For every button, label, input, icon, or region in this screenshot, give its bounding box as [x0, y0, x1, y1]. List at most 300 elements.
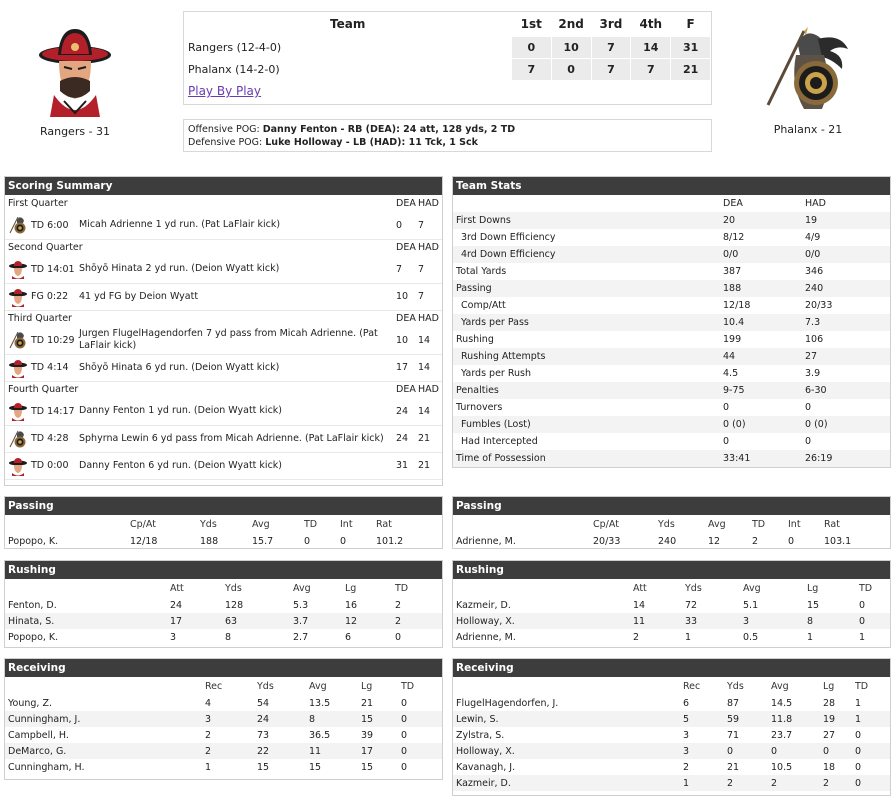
stat-cell: 19 [823, 711, 855, 727]
stat-column-header: Avg [309, 680, 327, 692]
play-score-home: 10 [396, 283, 418, 310]
team-stats-title: Team Stats [453, 177, 890, 195]
team-stat-home: 10.4 [723, 314, 805, 331]
stat-cell: 11.8 [771, 711, 823, 727]
team-stat-away: 4/9 [805, 232, 821, 243]
team-stat-home: 8/12 [723, 232, 745, 243]
scoring-summary-panel [4, 176, 443, 486]
scoreboard-cell: 31 [671, 36, 711, 58]
player-stat-row [453, 775, 890, 791]
scoring-summary-title: Scoring Summary [5, 177, 442, 195]
home-team-score-label: Rangers - 31 [39, 125, 111, 138]
team-stat-home: 9-75 [723, 382, 805, 399]
stat-cell: 0 [771, 743, 823, 759]
stat-column-header: Cp/At [130, 518, 156, 530]
team-stat-label: Penalties [453, 382, 723, 399]
scoreboard-cell: 0 [551, 58, 591, 80]
stat-column-header: Avg [252, 518, 270, 530]
stat-cell: 59 [727, 711, 771, 727]
team-stat-row [453, 450, 890, 467]
play-time: 6:00 [47, 219, 69, 231]
player-stat-row [5, 597, 442, 613]
stat-header-row [5, 677, 442, 695]
play-by-play-link[interactable]: Play By Play [188, 84, 262, 99]
stat-cell: 0 [401, 697, 408, 709]
team-stat-label: 4rd Down Efficiency [453, 246, 723, 263]
team-stat-label: Yards per Pass [453, 314, 723, 331]
team-stat-away: 19 [805, 212, 890, 229]
scoring-play-row [5, 212, 442, 239]
team-stat-home: 0 (0) [723, 416, 805, 433]
team-stat-row [453, 314, 890, 331]
rangers-logo-icon [8, 287, 28, 307]
scoring-summary-table [5, 195, 442, 480]
stat-cell: 2 [395, 613, 442, 629]
stat-cell: 0.5 [743, 631, 759, 643]
receiving-home-table [5, 677, 442, 775]
stat-column-header: TD [752, 518, 766, 530]
team-stat-row [453, 382, 890, 399]
stat-column-header: Lg [345, 582, 357, 594]
stat-cell: 16 [345, 599, 358, 611]
period-header-4th: 4th [639, 16, 663, 31]
team-stat-home: 199 [723, 334, 742, 345]
period-header-final: F [686, 16, 695, 31]
stat-cell: 101.2 [376, 535, 404, 547]
player-name: Holloway, X. [453, 743, 683, 759]
team-stat-away: 7.3 [805, 314, 890, 331]
quarter-header-row [5, 195, 442, 212]
cowboy-logo-icon [38, 25, 112, 119]
play-description: Danny Fenton 1 yd run. (Deion Wyatt kick) [79, 398, 396, 425]
play-type: TD [31, 460, 45, 471]
stat-cell: 39 [361, 729, 374, 741]
stat-cell: 4 [205, 697, 212, 709]
team-stat-label: Time of Possession [453, 450, 723, 467]
stat-cell: 10.5 [771, 761, 793, 773]
stat-cell: 36.5 [309, 729, 331, 741]
team-stat-label: Had Intercepted [461, 436, 538, 447]
stat-cell: 72 [685, 599, 698, 611]
scoring-play-row [5, 283, 442, 310]
play-type: TD [31, 433, 45, 444]
stat-cell: 3 [205, 711, 257, 727]
stat-cell: 0 [859, 599, 866, 611]
stat-cell: 2 [771, 775, 823, 791]
player-name: Adrienne, M. [456, 535, 516, 547]
stat-cell: 6 [345, 631, 352, 643]
stat-column-header [453, 579, 633, 597]
stat-cell: 11 [633, 613, 685, 629]
play-score-away: 21 [418, 452, 442, 479]
scoreboard-team-name: Rangers (12-4-0) [188, 40, 282, 54]
stat-cell: 28 [823, 697, 836, 709]
play-score-away: 14 [418, 398, 442, 425]
rangers-logo-icon [8, 259, 28, 279]
stat-cell: 24 [257, 711, 309, 727]
stat-cell: 0 [340, 535, 347, 547]
play-score-away: 7 [418, 283, 442, 310]
passing-away-panel [452, 496, 891, 549]
team-stat-home: 20 [723, 212, 805, 229]
scoreboard-team-name: Phalanx (14-2-0) [188, 62, 280, 76]
player-stat-row [453, 743, 890, 759]
team-stats-panel [452, 176, 891, 468]
player-name: Fenton, D. [8, 599, 57, 611]
play-description: Micah Adrienne 1 yd run. (Pat LaFlair kick) [79, 212, 396, 239]
stat-column-header: Yds [200, 518, 217, 530]
scoreboard-cell: 10 [551, 36, 591, 58]
stat-cell: 2 [205, 729, 212, 741]
play-time: 14:17 [47, 405, 75, 417]
play-score-away: 7 [418, 212, 442, 239]
team-stat-label: Total Yards [456, 266, 507, 277]
team-stat-row [453, 416, 890, 433]
team-stat-away: 346 [805, 266, 824, 277]
rangers-logo-icon [8, 358, 28, 378]
stat-column-header [5, 677, 205, 695]
play-time: 10:29 [47, 334, 75, 346]
phalanx-logo-icon [8, 215, 28, 235]
scoreboard-cell: 21 [671, 58, 711, 80]
passing-away-table [453, 515, 890, 549]
play-description: 41 yd FG by Deion Wyatt [79, 283, 396, 310]
passing-away-title: Passing [453, 497, 890, 515]
player-stat-row [453, 711, 890, 727]
team-stat-row [453, 399, 890, 416]
play-score-away: 7 [418, 256, 442, 283]
player-stat-row [5, 533, 442, 549]
stat-column-header: Int [788, 518, 801, 530]
stat-cell: 23.7 [771, 729, 793, 741]
passing-home-title: Passing [5, 497, 442, 515]
stat-cell: 12 [345, 613, 395, 629]
stat-column-header: Yds [727, 680, 744, 692]
stat-column-header [5, 579, 170, 597]
play-description: Danny Fenton 6 yd run. (Deion Wyatt kick) [79, 452, 396, 479]
player-stat-row [453, 629, 890, 645]
team-stat-row [453, 212, 890, 229]
scoreboard-cell: 7 [631, 58, 671, 80]
player-name: Kazmeir, D. [453, 775, 683, 791]
play-score-away: 14 [418, 354, 442, 381]
stat-column-header: Avg [743, 582, 761, 594]
player-stat-row [5, 613, 442, 629]
team-stat-row [453, 229, 890, 246]
stat-column-header: TD [395, 582, 409, 594]
stat-cell: 1 [855, 711, 890, 727]
stat-cell: 54 [257, 697, 270, 709]
play-type: TD [31, 219, 45, 231]
stat-cell: 15 [361, 711, 401, 727]
stat-cell: 2.7 [293, 631, 309, 643]
receiving-away-table [453, 677, 890, 791]
stat-cell: 0 [855, 743, 890, 759]
team-stat-away: 20/33 [805, 300, 833, 311]
receiving-home-title: Receiving [5, 659, 442, 677]
player-stat-row [453, 727, 890, 743]
stat-cell: 17 [170, 613, 225, 629]
stat-column-header: TD [304, 518, 318, 530]
stat-cell: 0 [855, 761, 862, 773]
play-description: Jurgen FlugelHagendorfen 7 yd pass from Micah Adrienne. (Pat LaFlair kick) [79, 327, 396, 354]
player-name: FlugelHagendorfen, J. [456, 697, 559, 709]
stat-cell: 0 [855, 729, 862, 741]
stat-column-header: Rat [824, 518, 840, 530]
play-type: TD [31, 405, 45, 417]
player-name: Hinata, S. [5, 613, 170, 629]
stat-cell: 103.1 [824, 535, 852, 547]
player-name: Kazmeir, D. [456, 599, 511, 611]
away-team-score-label: Phalanx - 21 [773, 123, 843, 136]
team-stat-row [453, 263, 890, 280]
stat-cell: 0 [859, 613, 890, 629]
player-name: Cunningham, J. [5, 711, 205, 727]
stat-column-header: Att [633, 582, 647, 594]
stat-column-header [5, 515, 130, 533]
team-stat-home: 4.5 [723, 368, 739, 379]
play-score-home: 24 [396, 398, 418, 425]
stat-column-header [453, 677, 683, 695]
team-stat-label: Yards per Rush [461, 368, 532, 379]
stat-cell: 0 [401, 743, 442, 759]
rushing-away-table [453, 579, 890, 645]
stat-cell: 22 [257, 743, 309, 759]
quarter-name: Third Quarter [5, 310, 396, 327]
scoring-col-home: DEA [396, 381, 418, 398]
players-of-game [183, 119, 712, 152]
scoring-col-away: HAD [418, 195, 442, 212]
team-stat-away: 3.9 [805, 368, 821, 379]
stat-cell: 2 [395, 599, 402, 611]
scoring-col-home: DEA [396, 310, 418, 327]
stat-cell: 8 [225, 631, 232, 643]
stat-cell: 2 [205, 743, 257, 759]
stat-cell: 8 [807, 613, 859, 629]
stat-cell: 21 [727, 761, 740, 773]
player-name: Holloway, X. [453, 613, 633, 629]
stat-cell: 15 [257, 761, 270, 773]
rushing-home-panel [4, 560, 443, 648]
team-stat-home: 0 [723, 436, 730, 447]
scoring-play-row [5, 256, 442, 283]
stat-cell: 1 [683, 775, 727, 791]
team-stats-col-home: DEA [723, 198, 743, 209]
scoring-col-away: HAD [418, 381, 442, 398]
player-name: Lewin, S. [453, 711, 683, 727]
stat-column-header: TD [401, 680, 415, 692]
receiving-away-panel [452, 658, 891, 796]
play-type: FG [31, 291, 44, 302]
stat-header-row [453, 677, 890, 695]
team-stats-col-away: HAD [805, 198, 826, 209]
stat-cell: 0 [855, 775, 890, 791]
player-name: Adrienne, M. [456, 631, 516, 643]
stat-cell: 18 [823, 761, 836, 773]
receiving-home-panel [4, 658, 443, 780]
stat-column-header: Yds [685, 582, 702, 594]
scoring-play-row [5, 398, 442, 425]
stat-column-header: Rat [376, 518, 392, 530]
team-stat-label: Turnovers [456, 402, 503, 413]
team-stat-home: 33:41 [723, 450, 805, 467]
stat-cell: 1 [859, 631, 866, 643]
scoreboard-cell: 14 [631, 36, 671, 58]
play-score-home: 0 [396, 212, 418, 239]
stat-cell: 3.7 [293, 613, 345, 629]
stat-column-header: Yds [658, 518, 675, 530]
player-stat-row [453, 695, 890, 711]
player-name: Zylstra, S. [456, 729, 505, 741]
player-name: Cunningham, H. [8, 761, 85, 773]
team-stat-away: 0 (0) [805, 416, 890, 433]
scoreboard-cell: 0 [511, 36, 551, 58]
stat-column-header: Int [340, 518, 353, 530]
offensive-pog: Offensive POG: Danny Fenton - RB (DEA): 24 att, 128 yds, 2 TD [188, 124, 516, 135]
scoring-col-away: HAD [418, 310, 442, 327]
stat-cell: 15 [361, 761, 374, 773]
rushing-away-panel [452, 560, 891, 648]
play-time: 0:22 [46, 291, 69, 302]
play-description: Sphyrna Lewin 6 yd pass from Micah Adrienne. (Pat LaFlair kick) [79, 425, 396, 452]
stat-cell: 21 [361, 697, 374, 709]
rushing-home-table [5, 579, 442, 645]
stat-cell: 0 [788, 535, 795, 547]
stat-cell: 3 [683, 729, 690, 741]
team-stat-label: Comp/Att [461, 300, 506, 311]
passing-home-panel [4, 496, 443, 549]
stat-column-header: Yds [257, 680, 274, 692]
play-type: TD [31, 334, 45, 346]
team-stat-row [453, 433, 890, 450]
rangers-logo-icon [8, 456, 28, 476]
play-description: Shōyō Hinata 2 yd run. (Deion Wyatt kick) [79, 256, 396, 283]
stat-column-header: TD [859, 582, 873, 594]
stat-cell: 3 [683, 743, 727, 759]
home-team-logo [30, 25, 120, 138]
team-stat-label: First Downs [453, 212, 723, 229]
team-stat-label: Passing [453, 280, 723, 297]
team-stat-row [453, 297, 890, 314]
team-stat-home: 0 [723, 402, 730, 413]
stat-column-header [453, 515, 593, 533]
team-stat-home: 12/18 [723, 300, 751, 311]
player-stat-row [5, 759, 442, 775]
team-header: Team [330, 17, 366, 31]
quarter-name: Second Quarter [5, 239, 396, 256]
receiving-away-title: Receiving [453, 659, 890, 677]
stat-cell: 0 [823, 743, 855, 759]
player-stat-row [453, 759, 890, 775]
stat-cell: 5.3 [293, 599, 309, 611]
stat-cell: 87 [727, 697, 740, 709]
scoreboard-row-away [184, 58, 711, 80]
stat-cell: 1 [855, 697, 862, 709]
stat-cell: 240 [658, 535, 677, 547]
play-type: TD [31, 263, 45, 275]
stat-column-header: Avg [293, 582, 311, 594]
stat-cell: 2 [683, 761, 690, 773]
team-stat-label: Fumbles (Lost) [453, 416, 723, 433]
stat-column-header: Att [170, 582, 184, 594]
team-stat-away: 6-30 [805, 382, 890, 399]
stat-cell: 188 [200, 535, 219, 547]
team-stat-away: 0 [805, 436, 812, 447]
team-stat-row [453, 331, 890, 348]
stat-cell: 0 [304, 535, 311, 547]
scoring-col-home: DEA [396, 195, 418, 212]
stat-cell: 2 [752, 535, 759, 547]
play-type: TD [31, 362, 45, 373]
stat-header-row [5, 515, 442, 533]
player-name: Kavanagh, J. [456, 761, 516, 773]
stat-cell: 0 [401, 711, 442, 727]
spartan-logo-icon [760, 25, 856, 119]
stat-column-header: Lg [823, 680, 835, 692]
team-stat-label: Rushing [456, 334, 494, 345]
stat-cell: 14 [633, 599, 646, 611]
stat-column-header: Lg [807, 582, 819, 594]
scoring-col-away: HAD [418, 239, 442, 256]
player-stat-row [453, 533, 890, 549]
stat-cell: 0 [727, 743, 771, 759]
stat-header-row [453, 579, 890, 597]
player-name: Young, Z. [8, 697, 52, 709]
player-stat-row [5, 711, 442, 727]
rangers-logo-icon [8, 401, 28, 421]
scoring-col-home: DEA [396, 239, 418, 256]
scoring-play-row [5, 425, 442, 452]
stat-cell: 17 [361, 743, 401, 759]
team-stat-away: 0 [805, 402, 812, 413]
stat-cell: 24 [170, 599, 183, 611]
player-stat-row [453, 613, 890, 629]
scoring-play-row [5, 354, 442, 381]
stat-cell: 73 [257, 729, 270, 741]
play-time: 4:28 [47, 433, 69, 444]
team-stat-row [453, 348, 890, 365]
stat-cell: 5 [683, 711, 727, 727]
scoreboard-cell: 7 [511, 58, 551, 80]
stat-cell: 12/18 [130, 535, 158, 547]
player-name: Popopo, K. [8, 535, 59, 547]
period-header-1st: 1st [520, 16, 542, 31]
rushing-home-title: Rushing [5, 561, 442, 579]
phalanx-logo-icon [8, 330, 28, 350]
stat-cell: 2 [823, 775, 855, 791]
stat-column-header: Cp/At [593, 518, 619, 530]
team-stat-away: 106 [805, 334, 824, 345]
quarter-name: Fourth Quarter [5, 381, 396, 398]
scoring-play-row [5, 452, 442, 479]
team-stat-away: 26:19 [805, 450, 890, 467]
stat-cell: 15.7 [252, 535, 274, 547]
stat-cell: 63 [225, 613, 293, 629]
stat-cell: 2 [633, 631, 640, 643]
team-stat-row [453, 246, 890, 263]
play-score-home: 10 [396, 327, 418, 354]
player-stat-row [5, 695, 442, 711]
rushing-away-title: Rushing [453, 561, 890, 579]
team-stat-home: 0/0 [723, 246, 805, 263]
scoreboard-cell: 7 [591, 36, 631, 58]
player-stat-row [5, 727, 442, 743]
player-stat-row [453, 597, 890, 613]
play-time: 4:14 [47, 362, 69, 373]
quarter-header-row [5, 381, 442, 398]
player-stat-row [5, 743, 442, 759]
stat-cell: 0 [401, 729, 408, 741]
